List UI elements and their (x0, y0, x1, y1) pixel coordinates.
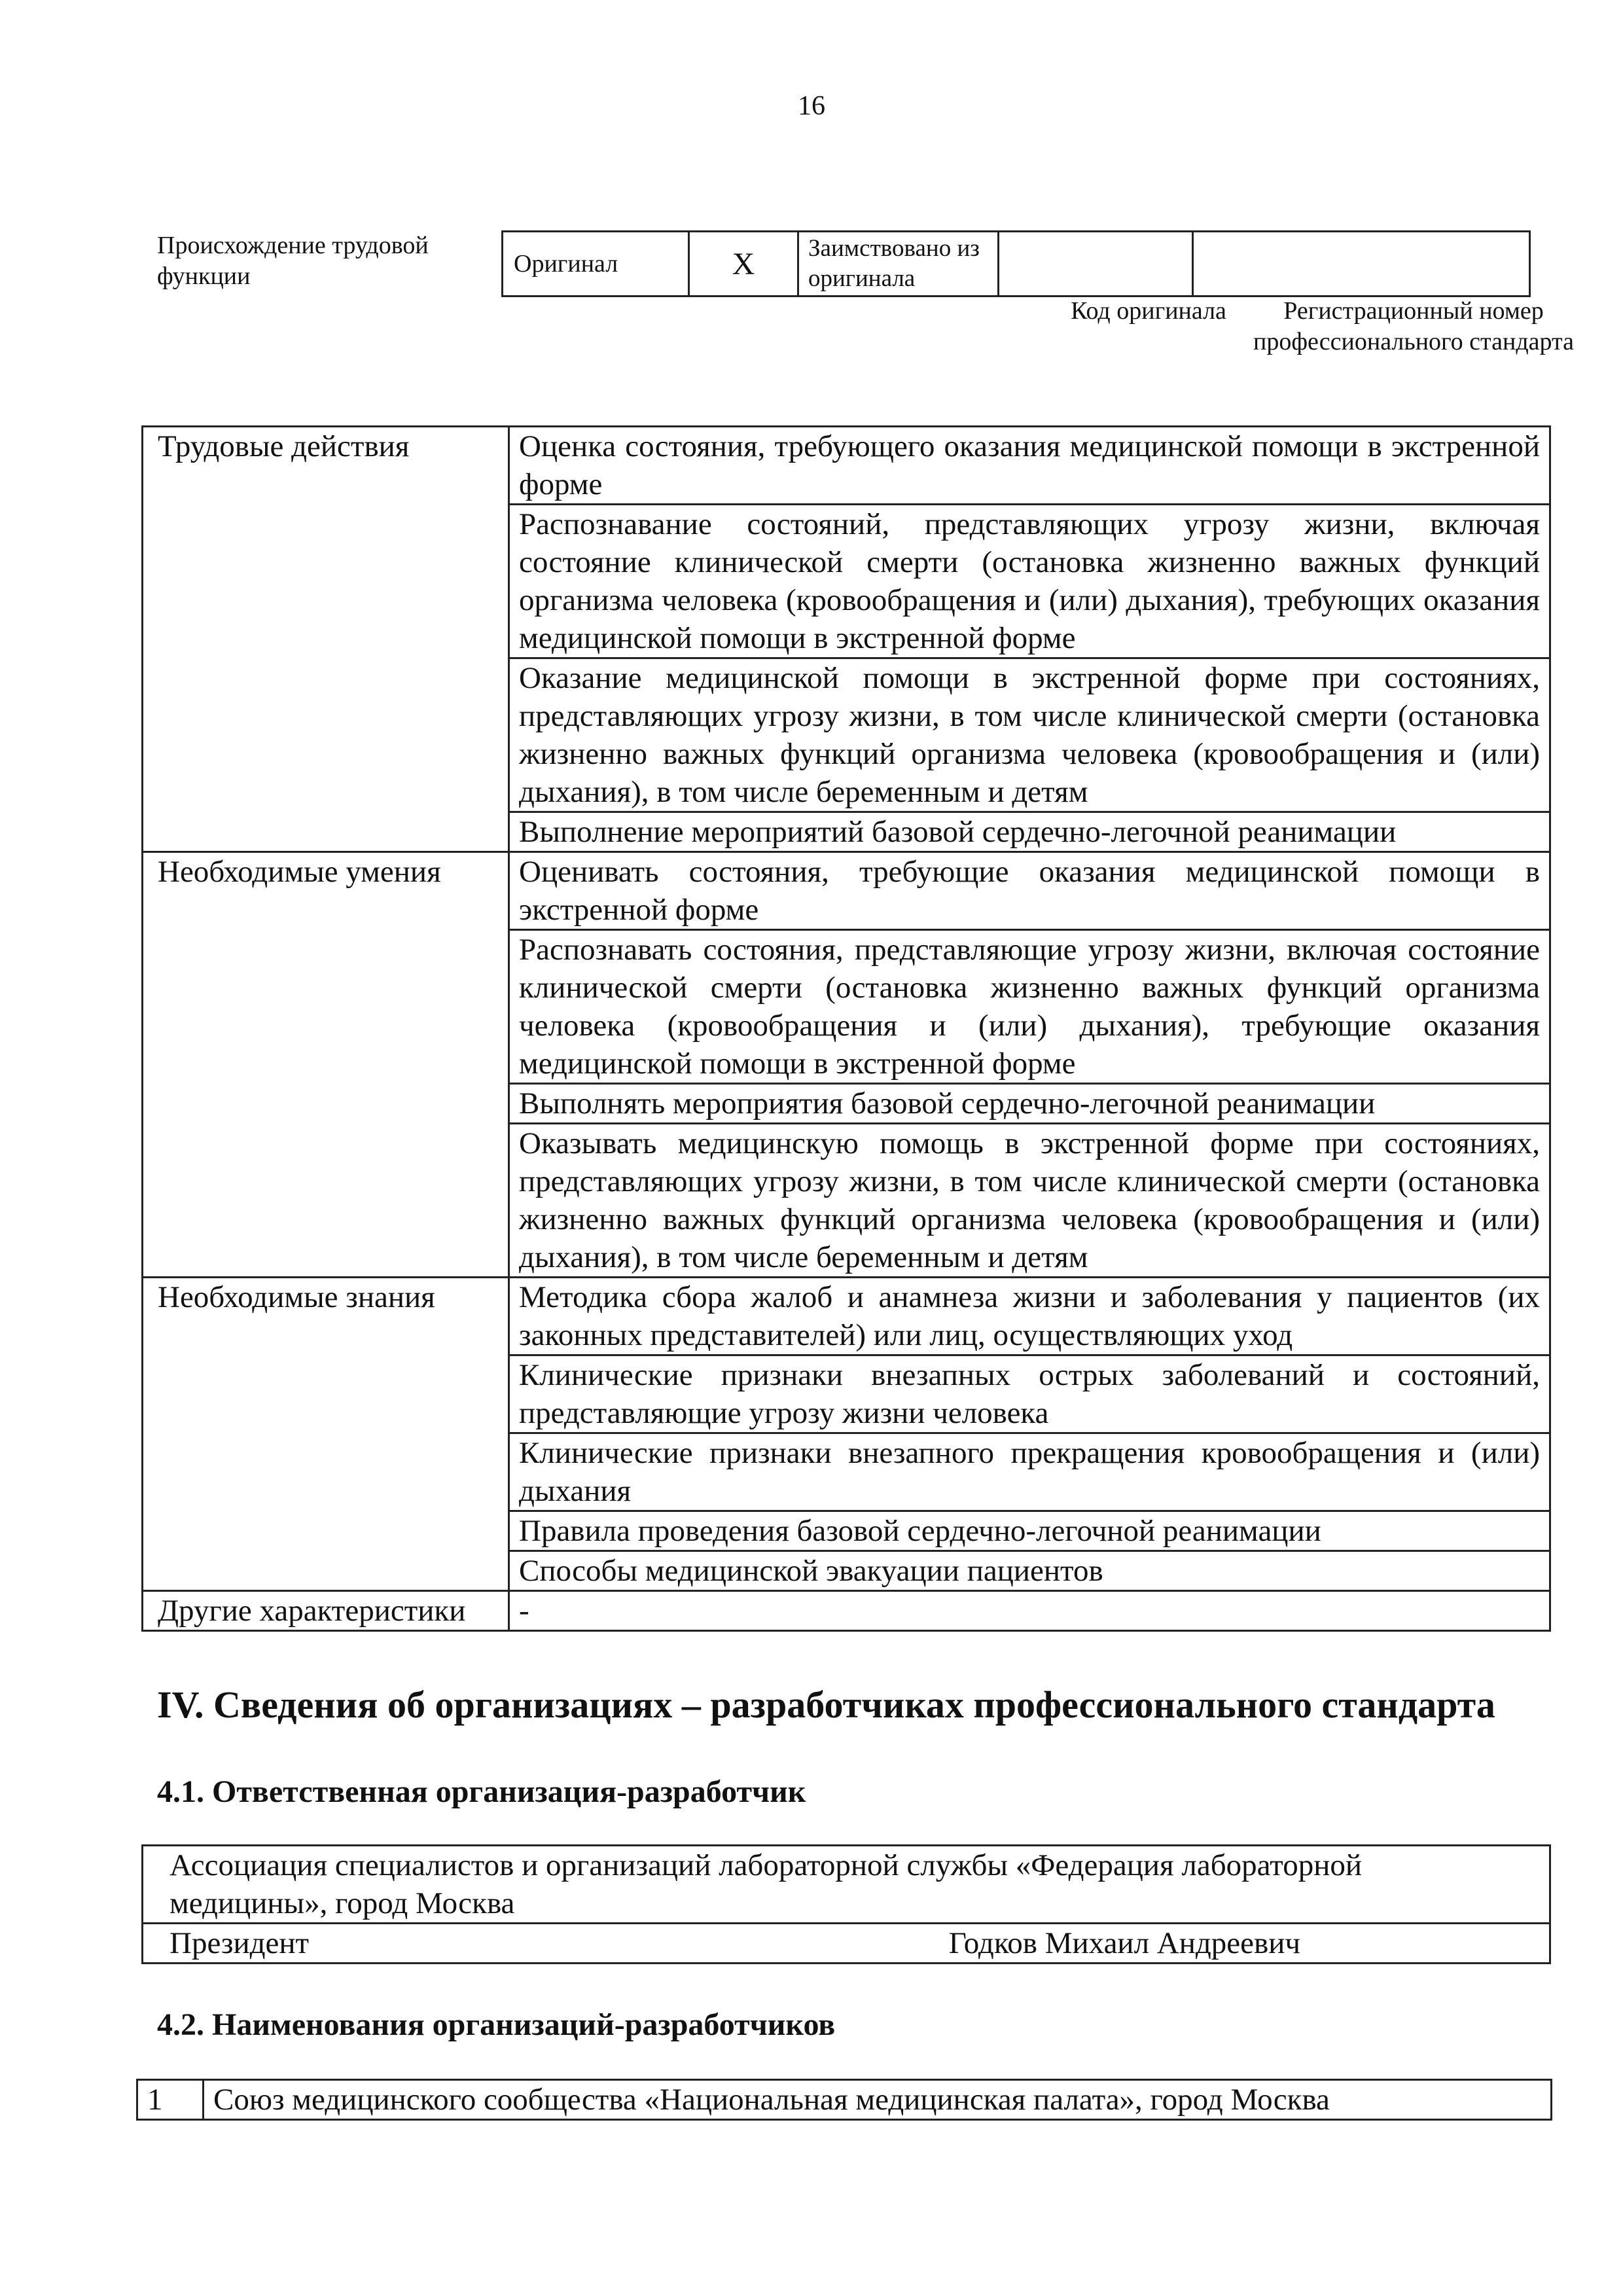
category-other: Другие характеристики (143, 1591, 509, 1631)
knowledge-item: Правила проведения базовой сердечно-легочной реанимации (509, 1511, 1550, 1551)
origin-code-cell (999, 232, 1193, 296)
table-row (143, 852, 1550, 930)
knowledge-item: Клинические признаки внезапного прекращения кровообращения и (или) дыхания (509, 1433, 1550, 1511)
knowledge-item: Способы медицинской эвакуации пациентов (509, 1551, 1550, 1591)
origin-label: Происхождение трудовой функции (157, 232, 429, 290)
table-row (143, 427, 1550, 505)
developers-table (136, 2079, 1552, 2121)
action-item: Оценка состояния, требующего оказания медицинской помощи в экстренной форме (509, 427, 1550, 505)
category-knowledge: Необходимые знания (143, 1278, 509, 1591)
skill-item: Распознавать состояния, представляющие угрозу жизни, включая состояние клинической смерти (остановка жизненно важных функций организма человека (кровообращения и (или) дыхания), требующие оказания медицинской помощи в экстренной форме (509, 930, 1550, 1084)
table-row (143, 1591, 1550, 1631)
origin-reg-cell (1193, 232, 1530, 296)
skill-item: Оценивать состояния, требующие оказания медицинской помощи в экстренной форме (509, 852, 1550, 930)
function-table (141, 425, 1551, 1632)
table-row (143, 1846, 1550, 1924)
table-row (143, 1924, 1550, 1964)
signatory-row (143, 1924, 1550, 1964)
table-row (137, 2080, 1552, 2120)
other-value: - (509, 1591, 1550, 1631)
action-item: Оказание медицинской помощи в экстренной форме при состояниях, представляющих угрозу жизни, в том числе клинической смерти (остановка жизненно важных функций организма человека (кровообращения и (или) дыхания), в том числе беременным и детям (509, 658, 1550, 812)
skill-item: Выполнять мероприятия базовой сердечно-легочной реанимации (509, 1084, 1550, 1124)
action-item: Распознавание состояний, представляющих угрозу жизни, включая состояние клинической смерти (остановка жизненно важных функций организма человека (кровообращения и (или) дыхания), требующих оказания медицинской помощи в экстренной форме (509, 505, 1550, 658)
code-caption: Код оригинала (1071, 297, 1226, 325)
responsible-org-table (141, 1844, 1551, 1964)
signatory-position: Президент (169, 1926, 310, 1960)
origin-mark-cell: X (689, 232, 798, 296)
knowledge-item: Методика сбора жалоб и анамнеза жизни и заболевания у пациентов (их законных представителей) или лиц, осуществляющих уход (509, 1278, 1550, 1355)
reg-caption: Регистрационный номер профессионального стандарта (1253, 297, 1574, 355)
skill-item: Оказывать медицинскую помощь в экстренной форме при состояниях, представляющих угрозу жизни, в том числе клинической смерти (остановка жизненно важных функций организма человека (кровообращения и (или) дыхания), в том числе беременным и детям (509, 1124, 1550, 1278)
category-actions: Трудовые действия (143, 427, 509, 852)
origin-original-cell: Оригинал (503, 232, 689, 296)
subsection-title-developers: 4.2. Наименования организаций-разработчиков (157, 2007, 836, 2042)
subsection-title-responsible: 4.1. Ответственная организация-разработчик (157, 1774, 806, 1809)
table-row (143, 1278, 1550, 1355)
page-number: 16 (798, 91, 825, 121)
category-skills: Необходимые умения (143, 852, 509, 1278)
signatory-name: Годков Михаил Андреевич (948, 1926, 1300, 1960)
knowledge-item: Клинические признаки внезапных острых заболеваний и состояний, представляющие угрозу жизни человека (509, 1355, 1550, 1433)
organization-name: Ассоциация специалистов и организаций лабораторной службы «Федерация лабораторной медицины», город Москва (143, 1846, 1550, 1924)
developer-number: 1 (137, 2080, 204, 2120)
section-title: IV. Сведения об организациях – разработчиках профессионального стандарта (157, 1683, 1495, 1726)
developer-name: Союз медицинского сообщества «Национальная медицинская палата», город Москва (204, 2080, 1552, 2120)
action-item: Выполнение мероприятий базовой сердечно-легочной реанимации (509, 812, 1550, 852)
origin-table (501, 230, 1531, 297)
origin-borrowed-cell: Заимствовано из оригинала (798, 232, 999, 296)
